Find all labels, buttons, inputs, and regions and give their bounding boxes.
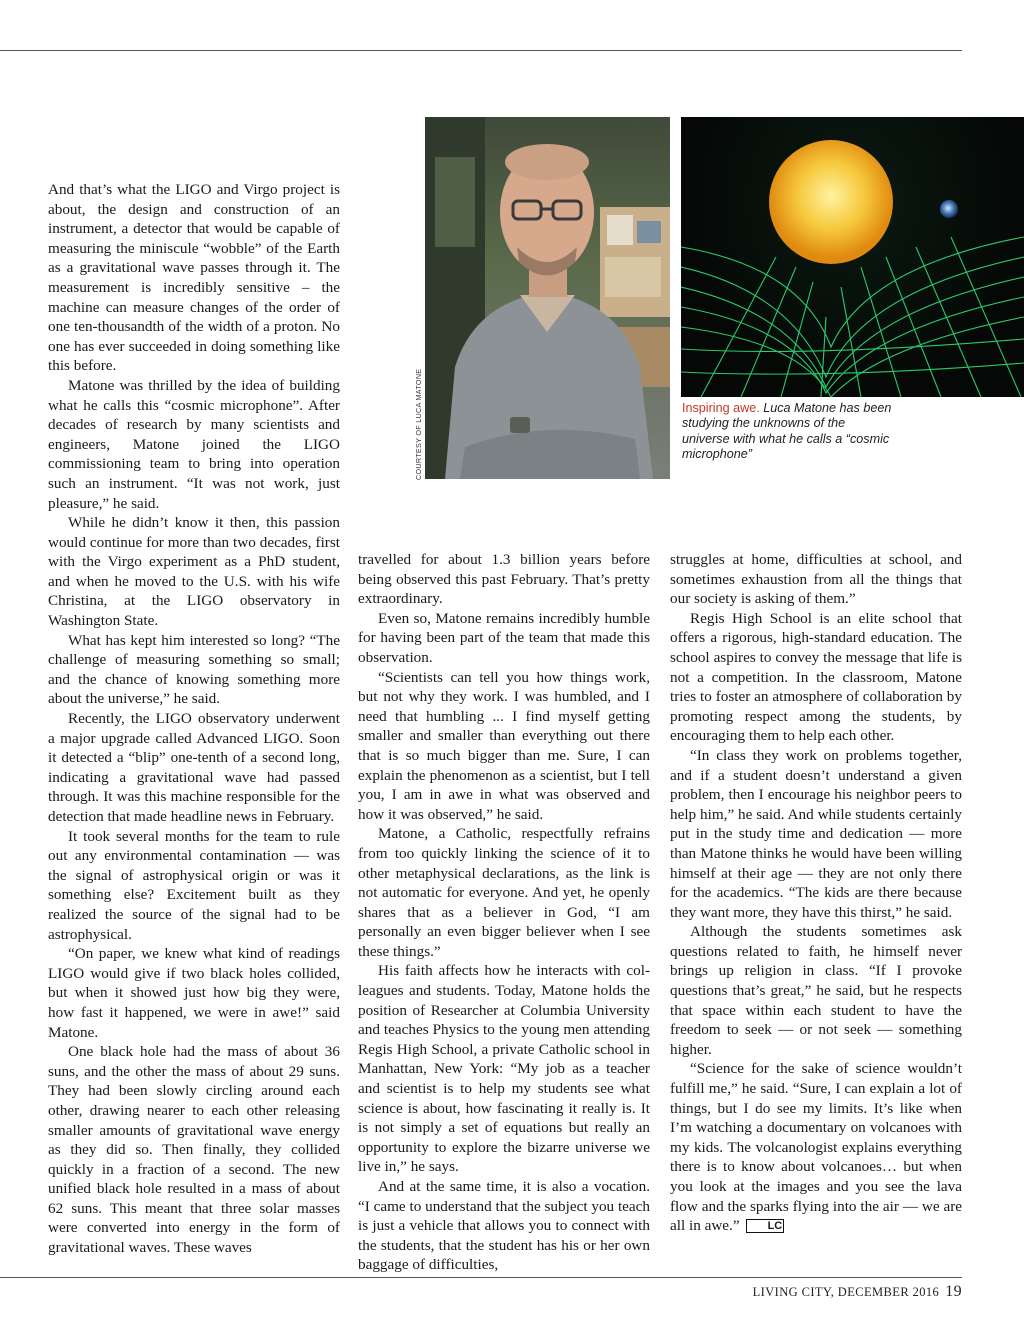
portrait-illustration (425, 117, 670, 479)
paragraph: What has kept him interested so long? “The challenge of measuring something so small; and the chance of knowing something more about the universe,” he said. (48, 631, 340, 708)
portrait-photo (425, 117, 670, 479)
paragraph: “Scientists can tell you how things work, but not why they work. I was humbled, and I need that humbling ... I find myself getting smaller and smaller than everything out there that is so much bigger than me. Sure, I can explain the phenomenon as a scientist, but I tell you, I am in awe in what was observed and how it was observed,” he said. (358, 668, 650, 823)
paragraph: His faith affects how he interacts with colleagues and students. Today, Matone holds the position of Researcher at Columbia University and teaches Physics to the young men attending Regis High School, a private Catholic school in Manhattan, New York: “My job as a teacher and scientist is to help my students see what science is about, how fascinating it really is. It is not simply a set of equations but really an opportunity to explore the bizarre universe we live in,” he says. (358, 962, 650, 1176)
paragraph: And that’s what the LIGO and Virgo project is about, the design and construction of an instrument, a detector that would be capable of measuring the miniscule “wobble” of the Earth as a gravitational wave passes through it. The measurement is incredibly sensitive – the machine can measure changes of the order of one ten-thousandth of the width of a proton. No one has ever succeeded in doing something like this before. (48, 181, 340, 375)
paragraph: “On paper, we knew what kind of readings LIGO would give if two black holes collided, but when it showed just how big they were, how fast it happened, we were in awe!” said Matone. (48, 945, 340, 1041)
paragraph: One black hole had the mass of about 36 suns, and the other the mass of about 29 suns. They had been slowly circling around each other, drawing nearer to each other releasing smaller amounts of gravitational wave energy as they did so. Then finally, they collided quickly in a fraction of a second. The new unified black hole resulted in a mass of about 62 suns. This meant that three solar masses were converted into energy in the form of gravitational waves. These waves (48, 1043, 340, 1257)
bottom-rule (0, 1277, 962, 1278)
paragraph-text: “Science for the sake of science wouldn’t fulfill me,” he said. “Sure, I can explain a lot of things, but I do see my limits. It’s like when I’m watching a documentary on volcanoes with my kids. The volcanologist explains everything there is to know about volcanoes… but when you look at the images and you see the lava flow and the sparks flying into the air — we are all in awe.” (670, 1060, 962, 1235)
paragraph: It took several months for the team to rule out any environmental contamination — was the signal of astrophysical origin or was it something else? Excitement built as they realized the source of the signal had to be astrophysical. (48, 827, 340, 943)
top-rule (0, 50, 962, 51)
caption-lead: Inspiring awe. (682, 401, 760, 415)
page-number: 19 (945, 1283, 962, 1300)
paragraph: Matone, a Catholic, respectfully refrains from too quickly linking the science of it to other metaphysical declarations, as the link is not automatic for everyone. And yet, he openly shares that as a believer in God, “I am personally an even bigger believer when I see these things.” (358, 825, 650, 960)
paragraph: Although the students sometimes ask questions related to faith, he himself never brings up religion in class. “If I provoke questions that’s great,” he said, but he respects that space within each student to have the freedom to seek — or not seek — something higher. (670, 923, 962, 1058)
paragraph: Regis High School is an elite school that offers a rigorous, high-standard education. The school aspires to convey the message that life is not a competition. In the classroom, Matone tries to foster an atmosphere of collaboration by promoting respect among the students, by encouraging them to help each other. (670, 609, 962, 745)
paragraph: Recently, the LIGO observatory underwent a major upgrade called Advanced LIGO. Soon it detected a “blip” one-tenth of a second long, indicating a gravitational wave had passed through. It was this machine responsible for the detection that made headline news in February. (48, 710, 340, 825)
article-column-1 (48, 180, 340, 1258)
paragraph: travelled for about 1.3 billion years before being observed this past February. That’s pretty extraordinary. (358, 551, 650, 608)
last-paragraph (670, 1059, 962, 1235)
paragraph: “In class they work on problems together, and if a student doesn’t understand a given problem, then I encourage his neighbor peers to help him,” he said. And while students certainly put in the study time and dedication — more than Matone thinks he would have been willing himself at their age — they are not only there for the academics. “The kids are there because they want more, they have this thirst,” he said. (670, 746, 962, 921)
photo-caption (682, 401, 892, 463)
spacetime-illustration (681, 117, 1024, 397)
caption-body: Luca Matone has been studying the unknowns of the universe with what he calls a “cosmic microphone” (682, 401, 892, 462)
paragraph: Even so, Matone remains incredibly humble for having been part of the team that made this observation. (358, 609, 650, 666)
article-column-3 (670, 550, 962, 1236)
paragraph: struggles at home, difficulties at school, and sometimes exhaustion from all the things that our society is asking of them.” (670, 551, 962, 608)
paragraph: While he didn’t know it then, this passion would continue for more than two decades, first with the Virgo experiment as a PhD student, and when he moved to the U.S. with his wife Christina, at the LIGO observatory in Washington State. (48, 514, 340, 630)
spacetime-grid-graphic (681, 117, 1024, 397)
photo-credit: COURTESY OF LUCA MATONE (414, 368, 423, 480)
paragraph: Matone was thrilled by the idea of building what he calls this “cosmic microphone”. After decades of research by many scientists and engineers, Matone joined the LIGO commissioning team to bring into operation such an instrument. “It was not work, just pleasure,” he said. (48, 376, 340, 512)
page-footer (753, 1283, 962, 1301)
article-column-2 (358, 550, 650, 1275)
end-mark-logo: LC (746, 1219, 785, 1233)
paragraph: And at the same time, it is also a vocation. “I came to understand that the subject you teach is just a vehicle that allows you to connect with the students, that the student has his or her own baggage of difficulties, (358, 1178, 650, 1274)
publication-name: LIVING CITY, DECEMBER 2016 (752, 1285, 940, 1299)
